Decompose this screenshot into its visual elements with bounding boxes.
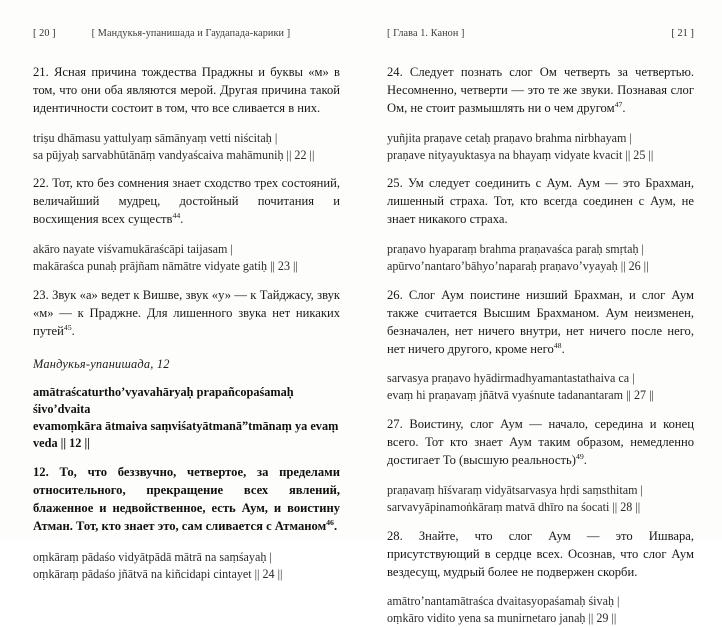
- running-head-title-left: [ Мандукья-упанишада и Гаудапада-карики ]: [91, 28, 291, 39]
- footnote-marker[interactable]: 48: [553, 340, 562, 350]
- sanskrit-verse-24: [33, 549, 340, 583]
- verse-line: oṃkāraṃ pādaśo vidyātpādā mātrā na saṃśayaḥ |: [33, 549, 272, 564]
- folio-number-right: [ 21 ]: [671, 28, 694, 39]
- translation-23: 23. Звук «а» ведет к Вишве, звук «у» — к Тайджасу, звук «м» — к Праджне. Для лишенного звука нет никаких путей$^{45}$.: [33, 287, 340, 338]
- running-head-right: [387, 28, 694, 43]
- sanskrit-verse-12: [33, 384, 340, 453]
- verse-line: evamoṃkāra ātmaiva saṃviśatyātmanā”tmānaṃ ya evaṃ: [33, 418, 339, 433]
- verse-line: veda || 12 ||: [33, 436, 90, 451]
- verse-line: sarvasya praṇavo hyādirmadhyamantastathaiva ca |: [387, 371, 635, 386]
- verse-line: praṇave nityayuktasya na bhayaṃ vidyate kvacit || 25 ||: [387, 147, 654, 162]
- page-left: [0, 0, 361, 581]
- section-title-mandukya-12: Мандукья-упанишада, 12: [33, 356, 170, 371]
- translation-26: 26. Слог Аум поистине низший Брахман, и слог Аум также считается Высшим Брахманом. Аум неизменен, безначален, нет ничего внутри, нет ничего после него, нет ничего другого, кроме него$^{48}$.: [387, 287, 694, 356]
- translation-12: 12. То, что беззвучно, четвертое, за пределами относительного, прекращение всех явлений, блаженное и недвойственное, есть Аум, и воистину Атман. Тот, кто знает это, сам сливается с Атманом$^{46}$.: [33, 465, 340, 533]
- footnote-marker[interactable]: 49: [575, 451, 584, 461]
- verse-line: makāraśca punaḥ prājñam nāmātre vidyate gatiḥ || 23 ||: [33, 259, 298, 274]
- verse-line: śivo’dvaita: [33, 401, 91, 416]
- running-head-left: [33, 28, 340, 43]
- sanskrit-verse-25: [387, 130, 694, 164]
- translation-21: 21. Ясная причина тождества Праджны и буквы «м» в том, что они оба являются мерой. Другая причина такой идентичности состоит в том, что все сливается в них.: [33, 65, 340, 115]
- verse-line: akāro nayate viśvamukāraścāpi taijasam |: [33, 242, 233, 257]
- page-body-right: [387, 64, 694, 627]
- sanskrit-verse-27: [387, 370, 694, 404]
- sanskrit-verse-29: [387, 593, 694, 627]
- verse-line: apūrvo’nantaro’bāhyo’naparaḥ praṇavo’vyayaḥ || 26 ||: [387, 259, 649, 274]
- footnote-marker[interactable]: 46: [326, 517, 334, 527]
- translation-24: 24. Следует познать слог Ом четверть за четвертью. Несомненно, четверти — это те же звуки. Познавая слог Ом, не стоит размышлять ни о чем другом$^{47}$.: [387, 65, 694, 115]
- sanskrit-verse-28: [387, 482, 694, 516]
- verse-line: evaṃ hi praṇavaṃ jñātvā vyaśnute tadanantaram || 27 ||: [387, 388, 654, 403]
- verse-line: amātraścaturtho’vyavahāryaḥ prapañcopaśamaḥ: [33, 384, 294, 399]
- sanskrit-verse-26: [387, 241, 694, 275]
- footnote-marker[interactable]: 44: [172, 211, 181, 221]
- sanskrit-verse-22: [33, 130, 340, 164]
- sanskrit-verse-23: [33, 241, 340, 275]
- verse-line: triṣu dhāmasu yattulyaṃ sāmānyaṃ vetti niścitaḥ |: [33, 130, 278, 145]
- verse-line: oṃkāraṃ pādaśo jñātvā na kiñcidapi cintayet || 24 ||: [33, 566, 283, 581]
- page-right: [361, 0, 722, 626]
- translation-25: 25. Ум следует соединить с Аум. Аум — это Брахман, лишенный страха. Тот, кто всегда соединен с Аум, не знает никакого страха.: [387, 176, 694, 227]
- verse-line: yuñjita praṇave cetaḥ praṇavo brahma nirbhayam |: [387, 130, 632, 145]
- translation-27: 27. Воистину, слог Аум — начало, середина и конец всего. Тот кто знает Аум таким образом, немедленно достигает То (высшую реальность)$^{49}$.: [387, 417, 694, 468]
- verse-line: oṃkāro vidito yena sa munirnetaro janaḥ || 29 ||: [387, 611, 617, 626]
- folio-number-left: [ 20 ]: [33, 28, 56, 39]
- translation-28: 28. Знайте, что слог Аум — это Ишвара, присутствующий в сердце всех. Осознав, что слог Аум вездесущ, мудрый более не подвержен скорби.: [387, 528, 694, 579]
- translation-22: 22. Тот, кто без сомнения знает сходство трех состояний, величайший мудрец, достойный почитания и восхищения всех существ$^{44}$.: [33, 176, 340, 227]
- running-head-title-right: [ Глава 1. Канон ]: [387, 28, 465, 39]
- footnote-marker[interactable]: 47: [614, 99, 623, 109]
- verse-line: sa pūjyaḥ sarvabhūtānāṃ vandyaścaiva mahāmuniḥ || 22 ||: [33, 147, 315, 162]
- verse-line: praṇavaṃ hīśvaraṃ vidyātsarvasya hṛdi saṃsthitam |: [387, 482, 643, 497]
- page-body-left: [33, 64, 340, 583]
- verse-line: sarvavyāpinamoṅkāraṃ matvā dhīro na śocati || 28 ||: [387, 499, 641, 514]
- verse-line: amātro’nantamātraśca dvaitasyopaśamaḥ śivaḥ |: [387, 594, 620, 609]
- footnote-marker[interactable]: 45: [63, 322, 72, 332]
- verse-line: praṇavo hyaparaṃ brahma praṇavaśca paraḥ smṛtaḥ |: [387, 242, 644, 257]
